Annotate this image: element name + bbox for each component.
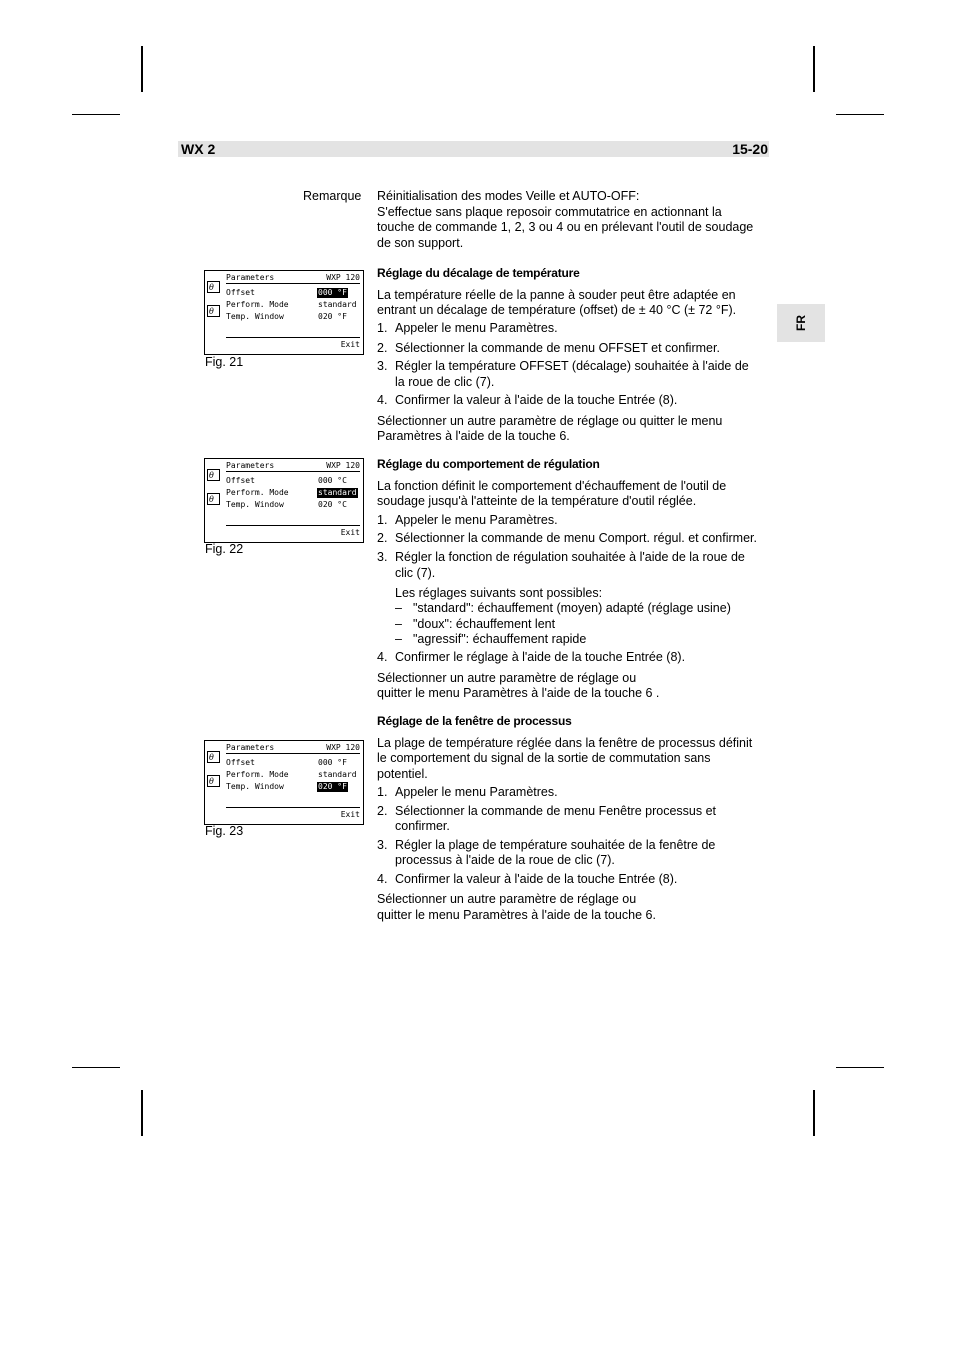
list-text: Régler la plage de température souhaitée de la fenêtre de	[395, 838, 716, 852]
lcd-row-perform-mode	[226, 770, 360, 780]
tool-temp-icon	[207, 493, 220, 505]
lcd-row-perform-mode	[226, 300, 360, 310]
list-number: 3.	[377, 838, 388, 852]
list-text: Appeler le menu Paramètres.	[395, 785, 558, 799]
lcd-divider	[226, 337, 360, 338]
crop-mark	[813, 1090, 815, 1136]
page-number: 15-20	[732, 141, 768, 157]
lcd-row-value-selected: 020 °F	[318, 782, 347, 791]
remarque-line: touche de commande 1, 2, 3 ou 4 ou en prélevant l'outil de soudage	[377, 220, 754, 234]
list-number: 1.	[377, 513, 388, 527]
list-text: Sélectionner la commande de menu Comport. régul. et confirmer.	[395, 531, 757, 545]
list-text: Appeler le menu Paramètres.	[395, 321, 558, 335]
crop-mark	[836, 1067, 884, 1068]
paragraph-line: potentiel.	[377, 767, 428, 781]
list-number: 2.	[377, 804, 388, 818]
lcd-divider	[226, 807, 360, 808]
svg-text:θ: θ	[209, 495, 214, 504]
crop-mark	[141, 46, 143, 92]
lcd-row-value: 000 °F	[318, 758, 347, 767]
lcd-row-label: Perform. Mode	[226, 300, 289, 309]
list-text: Confirmer la valeur à l'aide de la touche Entrée (8).	[395, 393, 678, 407]
paragraph-line: soudage jusqu'à l'atteinte de la température d'outil réglée.	[377, 494, 697, 508]
lcd-row-offset	[226, 476, 360, 486]
remarque-line: Réinitialisation des modes Veille et AUTO-OFF:	[377, 189, 640, 203]
remarque-line: S'effectue sans plaque reposoir commutatrice en actionnant la	[377, 205, 722, 219]
lcd-title: Parameters	[226, 273, 275, 282]
list-number: 3.	[377, 359, 388, 373]
tool-temp-icon	[207, 281, 220, 293]
language-tab-label: FR	[794, 315, 808, 331]
lcd-divider	[226, 525, 360, 526]
lcd-row-label: Temp. Window	[226, 312, 284, 321]
section-heading: Réglage du décalage de température	[377, 266, 580, 280]
option-text: "agressif": échauffement rapide	[413, 632, 587, 646]
tool-temp-icon	[207, 469, 220, 481]
lcd-row-label: Perform. Mode	[226, 488, 289, 497]
list-text: processus à l'aide de la roue de clic (7).	[395, 853, 615, 867]
crop-mark	[72, 1067, 120, 1068]
dash-bullet: –	[395, 632, 402, 646]
lcd-exit-label: Exit	[340, 810, 360, 819]
list-number: 1.	[377, 321, 388, 335]
list-text: la roue de clic (7).	[395, 375, 495, 389]
lcd-title: Parameters	[226, 461, 275, 470]
lcd-row-label: Offset	[226, 758, 255, 767]
lcd-header	[226, 461, 360, 472]
tool-temp-icon	[207, 775, 220, 787]
lcd-row-temp-window	[226, 782, 360, 792]
tool-temp-icon	[207, 305, 220, 317]
lcd-row-label: Perform. Mode	[226, 770, 289, 779]
lcd-row-label: Temp. Window	[226, 500, 284, 509]
lcd-device-name: WXP 120	[326, 273, 360, 282]
section-heading: Réglage de la fenêtre de processus	[377, 714, 572, 728]
page-header	[178, 141, 769, 157]
language-tab	[777, 304, 825, 342]
figure-caption: Fig. 22	[205, 542, 244, 556]
option-text: "doux": échauffement lent	[413, 617, 556, 631]
svg-text:θ: θ	[209, 283, 214, 292]
lcd-row-perform-mode	[226, 488, 360, 498]
lcd-device-name: WXP 120	[326, 461, 360, 470]
figure-caption: Fig. 21	[205, 355, 244, 369]
paragraph-line: entrant un décalage de température (offset) de ± 40 °C (± 72 °F).	[377, 303, 737, 317]
lcd-device-name: WXP 120	[326, 743, 360, 752]
list-text: Confirmer le réglage à l'aide de la touche Entrée (8).	[395, 650, 686, 664]
lcd-row-label: Temp. Window	[226, 782, 284, 791]
lcd-row-value: standard	[318, 300, 357, 309]
lcd-row-value: 020 °C	[318, 500, 347, 509]
figure-caption: Fig. 23	[205, 824, 244, 838]
list-number: 2.	[377, 531, 388, 545]
paragraph-line: La fonction définit le comportement d'échauffement de l'outil de	[377, 479, 727, 493]
svg-text:θ: θ	[209, 471, 214, 480]
paragraph-line: le comportement du signal de la sortie de commutation sans	[377, 751, 711, 765]
lcd-exit-label: Exit	[340, 340, 360, 349]
dash-bullet: –	[395, 617, 402, 631]
lcd-header	[226, 273, 360, 284]
remarque-line: de son support.	[377, 236, 464, 250]
lcd-row-label: Offset	[226, 476, 255, 485]
paragraph-line: Sélectionner un autre paramètre de réglage ou	[377, 892, 637, 906]
list-text: Régler la température OFFSET (décalage) souhaitée à l'aide de	[395, 359, 749, 373]
crop-mark	[72, 114, 120, 115]
lcd-row-offset	[226, 288, 360, 298]
list-number: 2.	[377, 341, 388, 355]
list-text: Sélectionner la commande de menu OFFSET et confirmer.	[395, 341, 720, 355]
list-number: 4.	[377, 650, 388, 664]
paragraph-line: Sélectionner un autre paramètre de réglage ou	[377, 671, 637, 685]
tool-temp-icon	[207, 751, 220, 763]
paragraph-line: La température réelle de la panne à souder peut être adaptée en	[377, 288, 736, 302]
lcd-screen-fig21	[204, 270, 364, 355]
lcd-row-temp-window	[226, 312, 360, 322]
crop-mark	[813, 46, 815, 92]
lcd-header	[226, 743, 360, 754]
lcd-row-value-selected: 000 °F	[318, 288, 347, 297]
list-text: Confirmer la valeur à l'aide de la touche Entrée (8).	[395, 872, 678, 886]
lcd-row-temp-window	[226, 500, 360, 510]
list-text: Appeler le menu Paramètres.	[395, 513, 558, 527]
paragraph-line: quitter le menu Paramètres à l'aide de la touche 6.	[377, 908, 656, 922]
svg-text:θ: θ	[209, 753, 214, 762]
svg-text:θ: θ	[209, 307, 214, 316]
lcd-row-value: 000 °C	[318, 476, 347, 485]
list-text: clic (7).	[395, 566, 436, 580]
list-number: 4.	[377, 872, 388, 886]
lcd-exit-label: Exit	[340, 528, 360, 537]
option-text: "standard": échauffement (moyen) adapté (réglage usine)	[413, 601, 731, 615]
list-text: confirmer.	[395, 819, 450, 833]
paragraph-line: La plage de température réglée dans la fenêtre de processus définit	[377, 736, 753, 750]
crop-mark	[141, 1090, 143, 1136]
lcd-row-value: 020 °F	[318, 312, 347, 321]
lcd-row-offset	[226, 758, 360, 768]
crop-mark	[836, 114, 884, 115]
list-text: Sélectionner la commande de menu Fenêtre processus et	[395, 804, 717, 818]
remarque-label: Remarque	[303, 189, 362, 203]
list-number: 4.	[377, 393, 388, 407]
lcd-row-label: Offset	[226, 288, 255, 297]
paragraph-line: Sélectionner un autre paramètre de réglage ou quitter le menu	[377, 414, 723, 428]
options-intro: Les réglages suivants sont possibles:	[395, 586, 603, 600]
lcd-row-value-selected: standard	[318, 488, 357, 497]
list-number: 1.	[377, 785, 388, 799]
list-text: Régler la fonction de régulation souhaitée à l'aide de la roue de	[395, 550, 745, 564]
list-number: 3.	[377, 550, 388, 564]
lcd-title: Parameters	[226, 743, 275, 752]
paragraph-line: quitter le menu Paramètres à l'aide de la touche 6 .	[377, 686, 660, 700]
paragraph-line: Paramètres à l'aide de la touche 6.	[377, 429, 570, 443]
lcd-row-value: standard	[318, 770, 357, 779]
section-heading: Réglage du comportement de régulation	[377, 457, 600, 471]
manual-title: WX 2	[181, 141, 216, 157]
lcd-screen-fig23	[204, 740, 364, 825]
svg-text:θ: θ	[209, 777, 214, 786]
lcd-screen-fig22	[204, 458, 364, 543]
dash-bullet: –	[395, 601, 402, 615]
